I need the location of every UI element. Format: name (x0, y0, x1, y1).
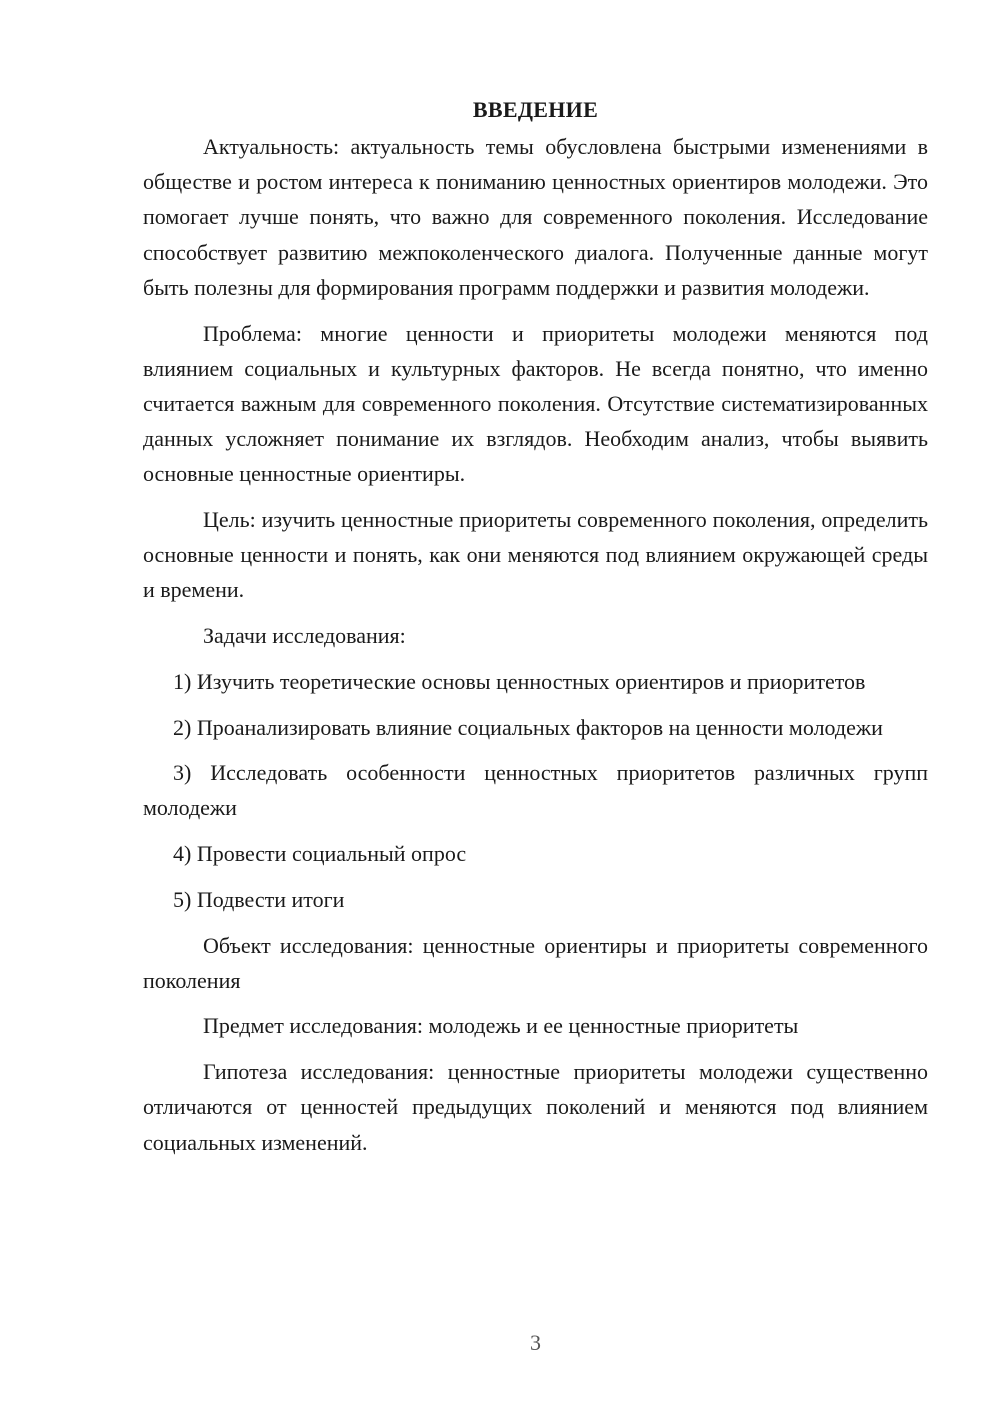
document-page (143, 92, 928, 1170)
task-item-3: 3) Исследовать особенности ценностных приоритетов различных групп молодежи (143, 760, 928, 821)
paragraph-hypothesis: Гипотеза исследования: ценностные приоритеты молодежи существенно отличаются от ценностей предыдущих поколений и меняются под влиянием социальных изменений. (143, 1059, 928, 1155)
task-item-1: 1) Изучить теоретические основы ценностных ориентиров и приоритетов (173, 668, 866, 694)
task-item-2: 2) Проанализировать влияние социальных факторов на ценности молодежи (173, 714, 883, 740)
paragraph-object: Объект исследования: ценностные ориентиры и приоритеты современного поколения (143, 932, 928, 993)
task-item-5: 5) Подвести итоги (173, 886, 345, 912)
task-item-4: 4) Провести социальный опрос (173, 841, 467, 867)
paragraph-goal: Цель: изучить ценностные приоритеты современного поколения, определить основные ценности и понять, как они меняются под влиянием окружающей среды и времени. (143, 507, 928, 603)
paragraph-problem: Проблема: многие ценности и приоритеты молодежи меняются под влиянием социальных и культурных факторов. Не всегда понятно, что именно считается важным для современного поколения. Отсутствие систематизированных данных усложняет понимание их взглядов. Необходим анализ, чтобы выявить основные ценностные ориентиры. (143, 320, 928, 487)
paragraph-relevance: Актуальность: актуальность темы обусловлена быстрыми изменениями в обществе и ростом интереса к пониманию ценностных ориентиров молодежи. Это помогает лучше понять, что важно для современного поколения. Исследование способствует развитию межпоколенческого диалога. Полученные данные могут быть полезны для формирования программ поддержки и развития молодежи. (143, 134, 928, 300)
paragraph-subject: Предмет исследования: молодежь и ее ценностные приоритеты (203, 1013, 799, 1039)
tasks-heading: Задачи исследования: (203, 623, 406, 649)
page-number: 3 (530, 1330, 541, 1355)
page-title: ВВЕДЕНИЕ (472, 97, 599, 122)
